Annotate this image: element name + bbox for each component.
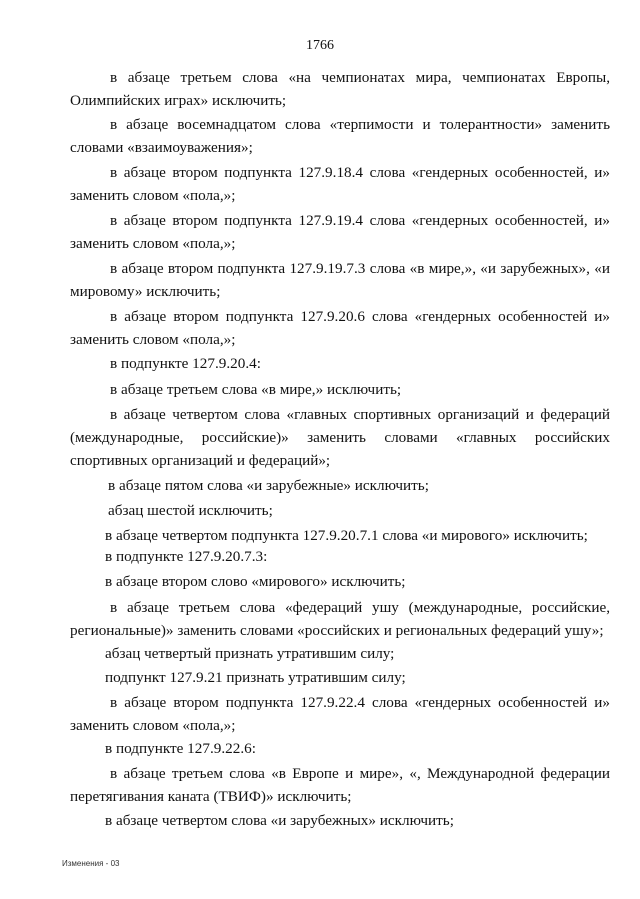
paragraph: в абзаце втором подпункта 127.9.22.4 слова «гендерных особенностей и» заменить словом «пола,»; (70, 694, 610, 734)
paragraph: абзац шестой исключить; (108, 502, 273, 519)
paragraph: в подпункте 127.9.22.6: (105, 740, 256, 757)
paragraph: в абзаце третьем слова «федераций ушу (международные, российские, региональные)» заменить словами «российских и региональных федераций ушу»; (70, 599, 610, 639)
paragraph: в абзаце третьем слова «в мире,» исключить; (110, 381, 402, 398)
paragraph: в абзаце четвертом слова «и зарубежных» исключить; (105, 812, 454, 829)
paragraph: в абзаце четвертом подпункта 127.9.20.7.1 слова «и мирового» исключить; (105, 527, 588, 544)
paragraph: в подпункте 127.9.20.7.3: (105, 548, 268, 565)
page-number: 1766 (306, 38, 334, 53)
footer-note: Изменения - 03 (62, 859, 120, 868)
paragraph: в абзаце пятом слова «и зарубежные» исключить; (108, 477, 429, 494)
paragraph: абзац четвертый признать утратившим силу; (105, 645, 395, 662)
paragraph: в абзаце восемнадцатом слова «терпимости и толерантности» заменить словами «взаимоуважения»; (70, 116, 610, 156)
paragraph: в абзаце втором подпункта 127.9.18.4 слова «гендерных особенностей, и» заменить словом «пола,»; (70, 164, 610, 204)
paragraph: в абзаце третьем слова «на чемпионатах мира, чемпионатах Европы, Олимпийских играх» исключить; (70, 69, 610, 109)
paragraph: в абзаце четвертом слова «главных спортивных организаций и федераций (международные, российские)» заменить словами «главных российских спортивных организаций и федераций»; (70, 406, 610, 469)
paragraph: в подпункте 127.9.20.4: (110, 355, 261, 372)
paragraph: в абзаце третьем слова «в Европе и мире», «, Международной федерации перетягивания каната (ТВИФ)» исключить; (70, 765, 610, 805)
paragraph: подпункт 127.9.21 признать утратившим силу; (105, 669, 406, 686)
paragraph: в абзаце втором подпункта 127.9.19.4 слова «гендерных особенностей, и» заменить словом «пола,»; (70, 212, 610, 252)
paragraph: в абзаце втором подпункта 127.9.20.6 слова «гендерных особенностей и» заменить словом «пола,»; (70, 308, 610, 348)
paragraph: в абзаце втором подпункта 127.9.19.7.3 слова «в мире,», «и зарубежных», «и мировому» исключить; (70, 260, 610, 300)
paragraph: в абзаце втором слово «мирового» исключить; (105, 573, 406, 590)
